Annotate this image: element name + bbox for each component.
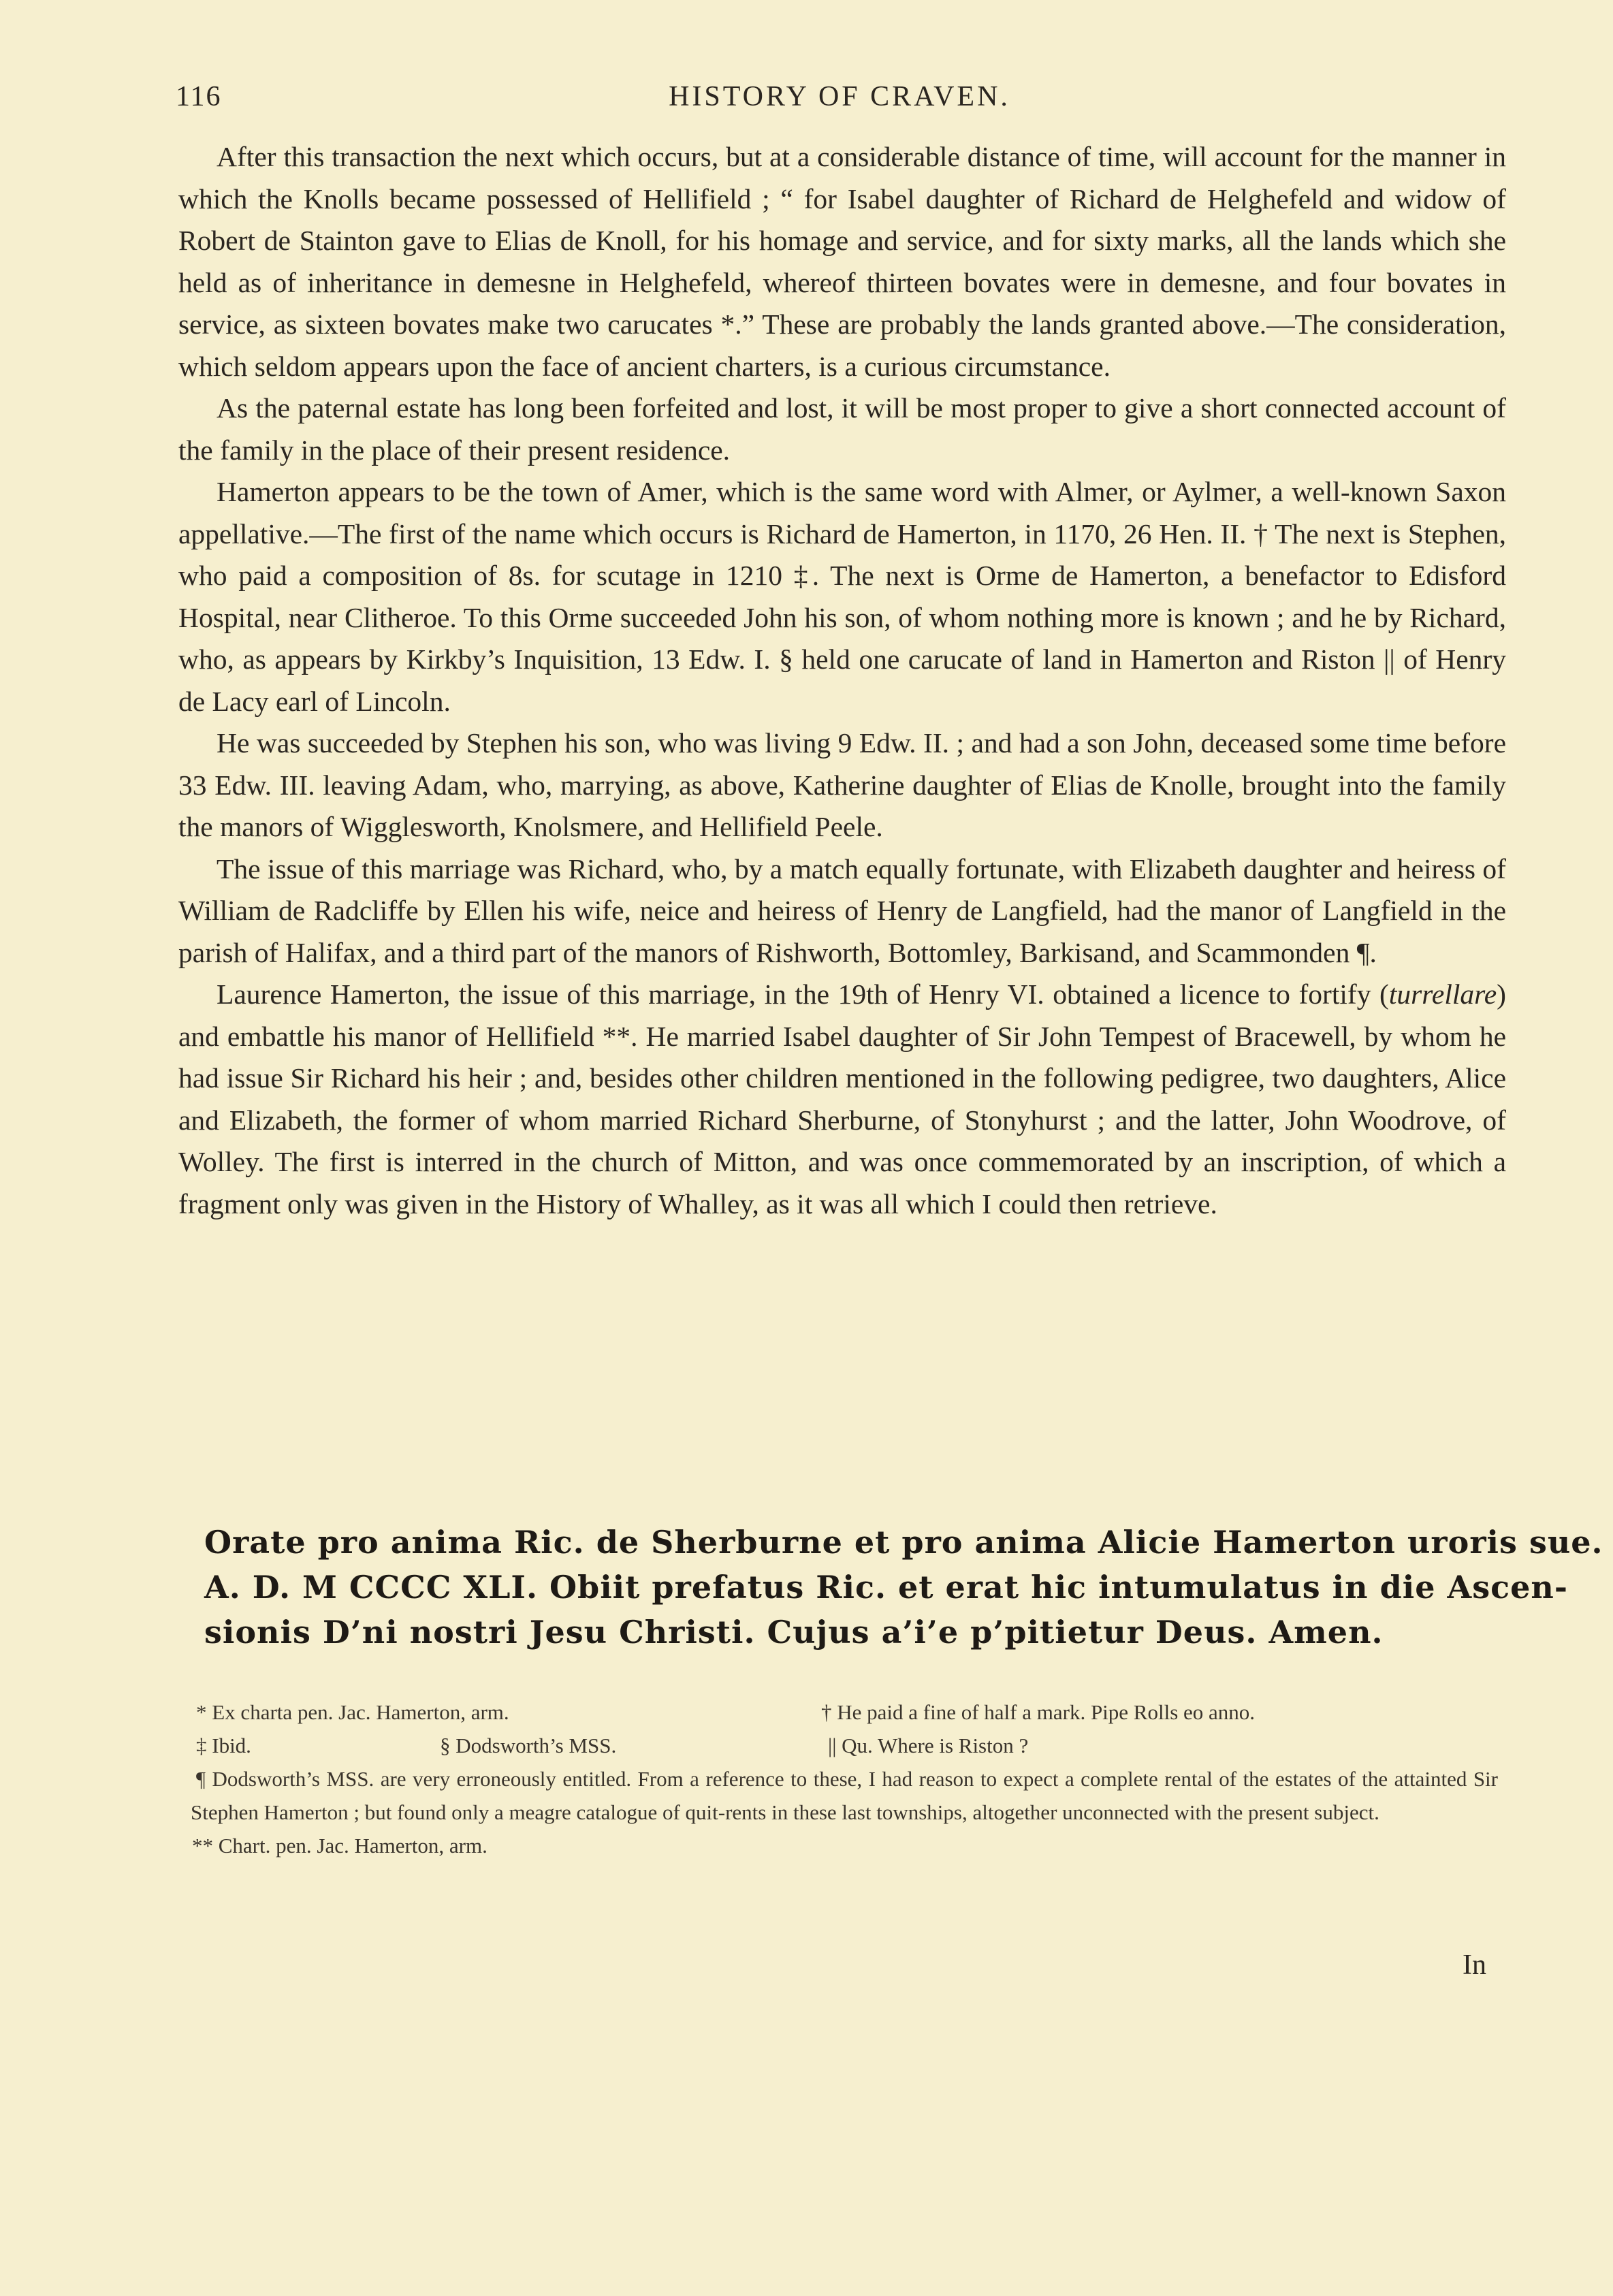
footnote-asterisk: * Ex charta pen. Jac. Hamerton, arm. bbox=[196, 1700, 509, 1724]
inscription-line-2: A. D. M CCCC XLI. Obiit prefatus Ric. et erat hic intumulatus in die Ascen- bbox=[204, 1569, 1568, 1606]
paragraph-3: Hamerton appears to be the town of Amer, which is the same word with Almer, or Aylmer, a well-known Saxon appellative.—The first of the name which occurs is Richard de Hamerton, in 1170, 26 Hen. II. † The next is Stephen, who paid a composition of 8s. for scutage in 1210 ‡. The next is Orme de Hamerton, a benefactor to Edisford Hospital, near Clitheroe. To this Orme succeeded John his son, of whom nothing more is known ; and he by Richard, who, as appears by Kirkby’s Inquisition, 13 Edw. I. § held one carucate of land in Hamerton and Riston || of Henry de Lacy earl of Lincoln. bbox=[178, 476, 1506, 717]
footnote-section: § Dodsworth’s MSS. bbox=[440, 1734, 617, 1757]
running-head bbox=[176, 80, 1503, 128]
footnote-double-asterisk: ** Chart. pen. Jac. Hamerton, arm. bbox=[192, 1834, 488, 1857]
paragraph-6-start: Laurence Hamerton, the issue of this marriage, in the 19th of Henry VI. obtained a licence to fortify ( bbox=[217, 978, 1389, 1010]
body-text bbox=[178, 136, 1506, 1225]
inscription-line-1: Orate pro anima Ric. de Sherburne et pro anima Alicie Hamerton uroris sue. bbox=[204, 1524, 1603, 1561]
running-title: HISTORY OF CRAVEN. bbox=[669, 81, 1010, 112]
catchword: In bbox=[1463, 1949, 1486, 1981]
paragraph-6 bbox=[178, 974, 1506, 1225]
footnotes bbox=[191, 1695, 1498, 1862]
footnote-pilcrow: ¶ Dodsworth’s MSS. are very erroneously entitled. From a reference to these, I had reason to expect a complete rental of the estates of the attainted Sir Stephen Hamerton ; but found only a meagre catalogue of quit-rents in these last townships, altogether unconnected with the present subject. bbox=[191, 1767, 1498, 1824]
inscription-line-3: sionis D’ni nostri Jesu Christi. Cujus a’i’e p’pitietur Deus. Amen. bbox=[204, 1614, 1384, 1651]
paragraph-5: The issue of this marriage was Richard, who, by a match equally fortunate, with Elizabeth daughter and heiress of William de Radcliffe by Ellen his wife, neice and heiress of Henry de Langfield, had the manor of Langfield in the parish of Halifax, and a third part of the manors of Rishworth, Bottomley, Barkisand, and Scammonden ¶. bbox=[178, 852, 1506, 968]
footnote-row-1 bbox=[191, 1695, 1498, 1729]
footnote-dagger: † He paid a fine of half a mark. Pipe Rolls eo anno. bbox=[821, 1700, 1256, 1724]
blackletter-inscription bbox=[204, 1520, 1603, 1655]
paragraph-6-latin-term: turrellare bbox=[1388, 978, 1497, 1010]
page-number: 116 bbox=[176, 81, 222, 112]
paragraph-6-end: ) and embattle his manor of Hellifield **. He married Isabel daughter of Sir John Tempest of Bracewell, by whom he had issue Sir Richard his heir ; and, besides other children mentioned in the following pedigree, two daughters, Alice and Elizabeth, the former of whom married Richard Sherburne, of Stonyhurst ; and the latter, John Woodrove, of Wolley. The first is interred in the church of Mitton, and was once commemorated by an inscription, of which a fragment only was given in the History of Whalley, as it was all which I could then retrieve. bbox=[178, 978, 1506, 1219]
footnote-parallel: || Qu. Where is Riston ? bbox=[828, 1734, 1029, 1757]
footnote-double-dagger: ‡ Ibid. bbox=[196, 1734, 251, 1757]
footnote-row-2 bbox=[191, 1729, 1498, 1762]
paragraph-2: As the paternal estate has long been forfeited and lost, it will be most proper to give a short connected account of the family in the place of their present residence. bbox=[178, 392, 1506, 466]
paragraph-4: He was succeeded by Stephen his son, who was living 9 Edw. II. ; and had a son John, deceased some time before 33 Edw. III. leaving Adam, who, marrying, as above, Katherine daughter of Elias de Knolle, brought into the family the manors of Wigglesworth, Knolsmere, and Hellifield Peele. bbox=[178, 727, 1506, 842]
paragraph-1: After this transaction the next which occurs, but at a considerable distance of time, will account for the manner in which the Knolls became possessed of Hellifield ; “ for Isabel daughter of Richard de Helghefeld and widow of Robert de Stainton gave to Elias de Knoll, for his homage and service, and for sixty marks, all the lands which she held as of inheritance in demesne in Helghefeld, whereof thirteen bovates were in demesne, and four bovates in service, as sixteen bovates make two carucates *.” These are probably the lands granted above.—The consideration, which seldom appears upon the face of ancient charters, is a curious circumstance. bbox=[178, 141, 1506, 382]
